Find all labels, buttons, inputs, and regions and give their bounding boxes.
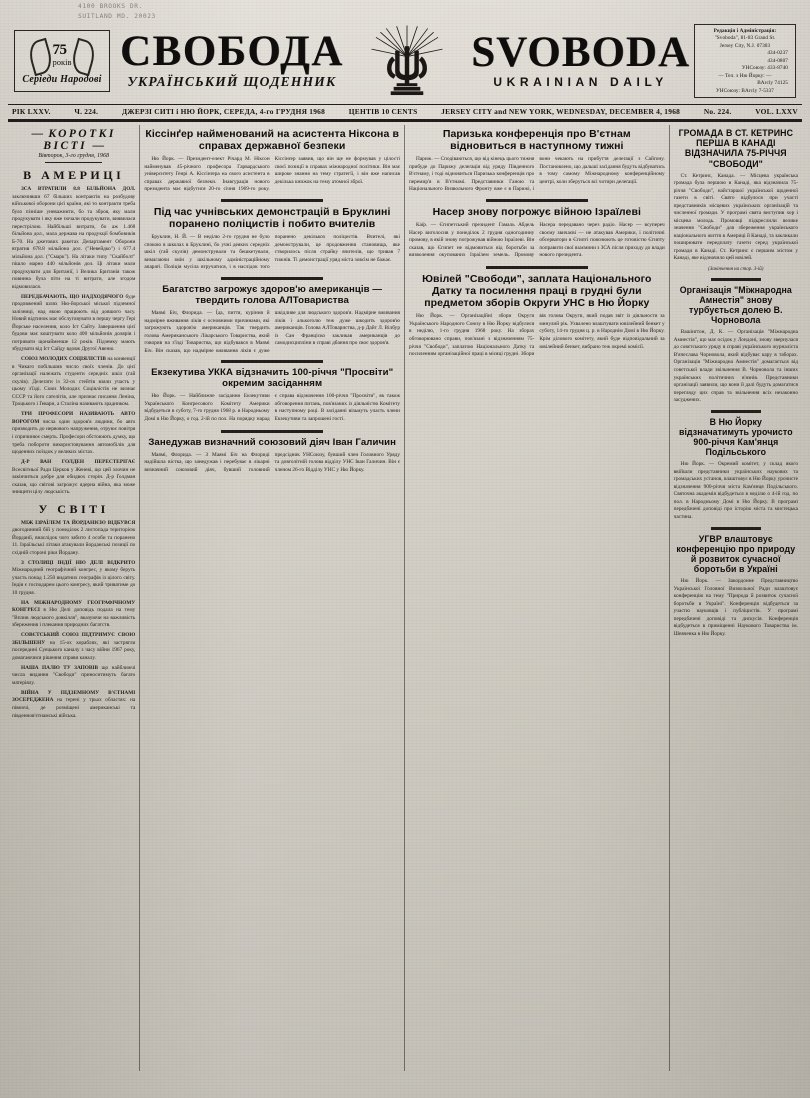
news-item-text: Всесвітньої Ради Церков у Женеві, що цей злочин не закінчиться добре для обидвох сторін. Д-р Ґолдман сказав, що світові загрожує ядерна війна, яка може знищити цілу людськість. (12, 466, 136, 496)
news-item (12, 600, 135, 630)
news-item-text: на конвенції в Чикаго побільшив число своїх членів. До цієї організації належать студенти середніх шкіл (гай скулів). Делеґати із 32-ох стейтів взяли участь у цьому з'їзді. Союз Молодих Соціялістів не визнає СССР та його сателітів, але признає писання Леніна, Троцького і Ґевари, а Сталіна називають зрадником. (12, 356, 136, 408)
seal-years: 75 (52, 41, 67, 58)
column-2-3 (140, 125, 405, 1071)
article-paragraph: Вашінґтон, Д. К. — Організація "Міжнародна Амнестія", що має осідок у Лондоні, знову звернулася до совєтського уряду в справі українського журналіста В'ячеслава Чорновола, який відбуває кару в таборах. Організація "Міжнародна Амнестія" домагається від совєтської влади звільнення В. Чорновола та інших українських політичних в'язнів. Представники організації заявили, що вони й далі будуть домагатися перегляду цих справ та звільнення всіх незаконно засуджених. (673, 329, 798, 404)
headline-uns-district-meeting: Ювілей "Свободи", заплата Національного Датку та посилення праці в грудні були предметом зборів Округи УНС в Ню Йорку (422, 272, 652, 310)
news-item-lead: ВІЙНА У ПІДЗЕМНОМУ В'ЄТНАМІ ЗОСЕРЕДЖЕНА (12, 689, 136, 704)
news-item-text: в Ню Делі доповідь подала на тему "Вплив людського довкілля", вказуючи на важливість збереження і плекання природних багатств. (12, 607, 136, 629)
article-paragraph: Ню Йорк. — Закордонне Представництво Української Головної Визвольної Ради влаштовує конференцію на тему "Природа й розвиток сучасної боротьби в Україні". Конференція відбудеться за участю науковців і публіцистів. У програмі передбачені доповіді та дискусія. Конференція відбудеться в приміщенні Наукового Товариства ім. Шевченка в Ню Йорку. (673, 578, 798, 637)
article-brooklyn-body (144, 234, 400, 272)
short-news-kicker-label: КОРОТКІ ВІСТІ (43, 128, 116, 152)
divider (486, 266, 588, 269)
headline-uhvr-conference: УГВР влаштовує конференцію про природу й розвиток сучасної боротьби в Україні (676, 533, 796, 575)
news-item-lead: НАША ПАЛЮ ТУ ЗАПОВІВ (21, 664, 99, 671)
article-kissinger-body (144, 156, 400, 194)
contact-box (694, 24, 796, 99)
trident-emblem-icon (368, 24, 446, 98)
section-heading-world: У СВІТІ (38, 501, 109, 516)
article-paragraph: Париж. — Сподіваються, що від кінець цього тижня прибуде до Парижу делеґація від уряду Південного В'єтнаму, і тоді відновиться Паризька конференція про перемир'я в В'єтнамі. Представники Ганою та Національного Визвольного Фронту вже є в Парижі, і вони чекають на прибуття делеґації з Сайґону. Постановлено, що дальші засідання будуть відбуватись в тому самому Міжнародному конференційному центрі, коли зберуться всі чотири делеґації. (409, 156, 665, 193)
article-paragraph: Ню Йорк. — Організаційні збори Округи Українського Народного Союзу в Ню Йорку відбулися в неділю, 1-го грудня 1968 року. На зборах обговорювано справи, пов'язані з відзначенням 75-річчя "Свободи", заплатою Національного Датку та посиленням організаційної праці в місяці грудні. Збори вів голова Округи, який подав звіт із діяльности за минулий рік. Ухвалено влаштувати ювілейний бенкет у суботу, 14-го грудня ц. р. в Народнім Домі в Ню Йорку. Крім ділового комітету, який буде відповідальний за ювілейний бенкет, вибрано теж окремі комісії. (409, 313, 665, 358)
seal-years-label: років (52, 56, 72, 67)
news-item-text: двогодинний бій у понеділок 2 листопада територією Йорданії, внаслідок чого забито 4 особи та поранено 11. Ізраїльські літаки атакували йорданські позиції по східній стороні ріки Йордану. (12, 527, 136, 556)
news-item-lead: ПЕРЕДБАЧАЮТЬ, ЩО НАДХОДЯЧОГО (21, 293, 124, 300)
paper-subtitle-uk: УКРАЇНСЬКИЙ ЩОДЕННИК (127, 74, 337, 90)
contact-header: Редакція і Адміністрація: (713, 27, 777, 34)
stamp-line-1: 4100 BROOKS DR. (78, 3, 143, 10)
news-item-text: числа один здоров'я людини, бо авто призводить до нервового напруження, отруює повітря і спричинює смерть. Професори обстоюють думку, що треба побороти використовування автомобілів для щоденних поїздок у великих містах. (12, 418, 136, 456)
headline-kamianets-anniversary: В Ню Йорку відзначатимуть урочисто 900-річчя Кам'янця Подільського (678, 416, 793, 458)
article-paragraph: Маямі, Флорида. — З Маямі Біч на Флориді надійшла вістка, що занедужав і перебуває в лікарні визначний союзовий діяч, бувший головний предсідник УНСоюзу, бувший член Головного Уряду та довголітній голова відділу УНС Іван Галичин. Він є членом 26-го Відділу УНС у Ню Йорку. (144, 451, 400, 473)
article-paragraph: Ню Йорк. — Президент-елект Річард М. Ніксон найменував 45-річного професора Гарвардського університету Генрі А. Кіссінґера на свого асистента в справах державної безпеки. Інавґурація нового президента має відбутися 20-го січня 1969-го року. Кіссінґер заявив, що він ще не формував у цілості своєї позиції в справах міжнародної політики. Він має широке знання на тему стратегії, і він вже написав декілька книжок на тему атомної зброї. (144, 156, 400, 193)
stamp-line-2: SUITLAND MD. 20023 (78, 12, 156, 20)
short-news-kicker: — КОРОТКІ ВІСТІ — (31, 128, 116, 152)
nameplate (116, 24, 694, 98)
article-kamianets-body (674, 461, 798, 521)
short-news-america-body (12, 186, 135, 497)
news-item (12, 632, 135, 662)
column-4-5 (405, 125, 670, 1071)
news-item-text: заключивши 67 більших контрактів на розбудову військової оборони цієї країни, які то контракти треба було пізніше уневажнити, бо та зброя, яку мали продукувати і яку вже почали продукувати, виявилася перестрілою. Найбільші витрати, бо аж 1.468 більйона дол., мала держава на продукції бомбовиків Б-70. На джетових ракетах Департамент Оборони втратив 678.8 мільйона дол. ("Невейдко") і 677.4 мільйона дол. ("Смарк"). На літаки типу "Скайболт" пішло марно 440 мільйонів дол. Ці літаки мали продукувати для Британії, і Велика Британія також повинна була піти на ті витрати, але згодом відмовилася. (12, 193, 136, 290)
divider (711, 278, 761, 281)
dateline-bar (8, 104, 802, 122)
article-columns (8, 125, 802, 1071)
paper-subtitle-en: UKRAINIAN DAILY (493, 75, 668, 90)
seal-slogan: Серіеди Народові (22, 73, 102, 85)
article-st-catharines-body (674, 173, 798, 273)
news-item (12, 356, 135, 409)
short-news-date: Вівторок, 3-го грудня, 1968 (38, 153, 109, 159)
article-uns-body (409, 313, 665, 358)
wreath-icon (27, 38, 97, 72)
divider (486, 199, 588, 202)
news-item (12, 520, 135, 558)
nameplate-ukrainian (120, 27, 344, 91)
news-item (12, 560, 135, 598)
news-item-text: що найближчі числа видання "Свободи" приноситимуть багато матеріялу. (12, 664, 136, 686)
contact-ny-unsoyuz-phone: УНСоюзу: BArcly 7-5337 (715, 87, 775, 94)
contact-address-2: Jersey City, N.J. 07303 (719, 42, 771, 49)
column-6 (670, 125, 802, 1071)
volume-en: VOL. LXXV (755, 107, 798, 116)
anniversary-seal (14, 30, 110, 92)
short-news-world-body (12, 520, 135, 720)
news-item-text: на 15-ох кораблях, які застрягли посередині Суецького каналу з часу війни 1967 року, домагаючися рішення справи каналу. (12, 639, 136, 661)
news-item-lead: Д-Р ВАН ГОЛДЕН ПЕРЕСТЕРІГАЄ (21, 459, 136, 466)
place-date-uk: ДЖЕРЗІ СИТІ і НЮ ЙОРК, СЕРЕДА, 4-го ГРУДНЯ 1968 (121, 107, 326, 116)
article-paris-body (409, 156, 665, 194)
article-uhvr-body (674, 578, 798, 638)
article-paragraph: Ню Йорк. — Найближче засідання Екзекутиви Українського Конґресового Комітету Америки відбудеться в суботу, 7-го грудня 1968 р. в Народньому Домі в Ню Йорку, о год. 2-ій по пол. На порядку нарад є справа відзначення 100-річчя "Просвіти", як також обговорення питань, пов'язаних із діяльністю Комітету в наступному році. В засіданні візьмуть участь члени Екзекутиви та запрошені гості. (144, 393, 400, 422)
divider (221, 199, 323, 202)
divider (221, 430, 323, 433)
article-ama-body (144, 310, 400, 355)
headline-paris-vietnam: Паризька конференція про В'єтнам відновиться в наступному тижні (442, 128, 631, 153)
issue-number-uk: Ч. 224. (74, 107, 99, 116)
news-item (12, 294, 135, 354)
continued-note: (Закінчення на стор. 3-ій) (708, 266, 764, 272)
news-item-lead: СОЮЗ МОЛОДИХ СОЦІЯЛІСТІВ (21, 356, 106, 363)
article-paragraph: Ню Йорк. — Окремий комітет, у склад якого ввійшли представники українських наукових та громадських установ, влаштовує в Ню Йорку урочисте відзначення 900-річчя міста Кам'янця Подільського. Святочна академія відбудеться в неділю о 4-ій год. по пол. в Народньому Домі в Ню Йорку. В програмі передбачені доповіді про історію міста та мистецька частина. (673, 461, 798, 520)
divider (711, 410, 761, 413)
headline-st-catharines: ГРОМАДА В СТ. КЕТРИНС ПЕРША В КАНАДІ ВІДЗНАЧИЛА 75-РІЧЧЯ "СВОБОДИ" (678, 128, 794, 169)
article-paragraph: Маямі Біч, Флорида. — Їда, пиття, куріння й надмірне вживання ліків є основними причинами, які загрожують здоров'ю американців. Так твердить голова Американського Лікарського Товариства, який говорив на з'їзді Товариства, що відбувався в Маямі Біч. Він сказав, що надмірне вживання ліків є дуже шкідливе для людського здоров'я. Надмірне вживання ліків і алькоголю теж дуже шкодить здоров'ю американців. Голова АЛТовариства, д-р Дайт Л. Вілбур із Сан Франціско закликав американців до самодисципліни в справі дбання про своє здоров'я. (144, 310, 400, 354)
news-item-text: буде продовжений шлях Ню-йорської міської підземної залізниці, над якою працюють від довшого часу. Новий відтинок має обслуговувати в першу чергу Гері Йорське населення, коло Іст Сайту. Завершення цієї будови має коштувати коло 400 мільйонів долярів і потривати щонайменше 12 років. Підземку мають збудувати від Іст Сайду вдовж Другої Авеню. (12, 293, 136, 353)
article-paragraph: Каїр. — Єгипетський президент Гамаль Абдель Насер виголосив у понеділок 2 грудня одногодинну промову, в якій знову погрожував війною Ізраїлеві. Він сказав, що Єгипет не відмовиться від боротьби за визволення окупованих Ізраїлем земель. Промову Насера передавано через радіо. Насер — всупереч своєму звичаєві — не атакував Америки, і політичні обсерватори в Єгипті пояснюють це готовістю Єгипту поправити свої взаємини з ЗСА після приходу до влади нового президента. (409, 222, 665, 259)
nameplate-english (471, 28, 690, 90)
paper-title-uk: СВОБОДА (120, 27, 344, 75)
divider (45, 162, 102, 163)
contact-ny-phone: BArcly 74125 (757, 80, 788, 87)
issue-number-en: No. 224. (703, 107, 732, 116)
column-1 (8, 125, 140, 1071)
news-item (12, 186, 135, 291)
divider (711, 527, 761, 530)
news-item-lead: НА МІЖНАРОДНОМУ ГЕОГРАФІЧНОМУ КОНГРЕСІ (12, 599, 136, 614)
headline-ama-health: Багатство загрожує здоров'ю американців — твердить голова АЛТовариства (162, 283, 383, 306)
contact-ny-label: — Тел. з Ню Йорку: — (718, 72, 772, 79)
contact-phone-1: 434-0237 (767, 50, 788, 57)
price-label: ЦЕНТІВ 10 CENTS (348, 107, 418, 116)
contact-phone-2: 434-0807 (767, 57, 788, 64)
contact-unsoyuz-phone: УНСоюзу: 433-8740 (741, 65, 788, 72)
headline-amnesty-chornovil: Організація "Міжнародна Амнестія" знову турбується долею В. Чорновола (679, 284, 792, 326)
section-heading-america: В АМЕРИЦІ (23, 168, 125, 182)
headline-nasser: Насер знову погрожує війною Ізраїлеві (432, 205, 642, 218)
article-nasser-body (409, 222, 665, 261)
news-item-lead: СОВЄТСЬКИЙ СОЮЗ ПІДТРИМУЄ СВОЮ ЗБІЛЬШЕНУ (12, 632, 136, 646)
divider (221, 277, 323, 280)
news-item-text: на терені у трьох областях: на півночі, де розміщені американські та південнов'єтнамські війська. (12, 697, 136, 719)
news-item-text: Міжнародний географічний конгрес, у якому беруть участь понад 1.250 видатних географів із цілого світу. Індія є господарем цього конгресу, який триватиме до 10 грудня. (12, 567, 136, 596)
headline-brooklyn-protests: Під час учнівських демонстрацій в Бруклині поранено поліцистів і побито вчителів (153, 205, 391, 231)
place-date-en: JERSEY CITY and NEW YORK, WEDNESDAY, DECEMBER 4, 1968 (441, 107, 681, 116)
news-item (12, 411, 135, 456)
news-item (12, 665, 135, 688)
news-item-lead: ТРИ ПРОФЕСОРИ НАЗИВАЮТЬ АВТО ВОРОГОМ (12, 411, 136, 425)
news-item (12, 690, 135, 720)
article-halychyn-body (144, 452, 400, 476)
news-item-lead: ЗСА ВТРАТИЛИ 8.8 БІЛЬЙОНА ДОЛ. (21, 186, 136, 192)
article-amnesty-body (674, 329, 798, 404)
volume-uk: РІК LXXV. (12, 107, 51, 116)
article-paragraph: Бруклин, Н. Й. — В неділю 2-го грудня не було спокою в школах в Бруклині, бо учні деяких середніх шкіл (гай скулів) демонстрували та бешкетували, вимагаючи змін у шкільному адміністраційному апараті. Поліція мусіла втручатися, і в наслідок того поранено декількох поліцистів. Вчителі, які демонстрували, це продовження становища, яке створилось після страйку вчителів, що тривав 7 тижнів. Ті демонстрації уряд міста зовсім не бажає. (144, 234, 400, 271)
headline-halychyn: Занедужав визначний союзовий діяч Іван Галичин (148, 436, 397, 448)
headline-ukka-prosvita: Екзекутива УККА відзначить 100-річчя "Просвіти" окремим засіданням (151, 367, 394, 390)
divider (221, 360, 323, 363)
news-item-lead: МІЖ ІЗРАЇЛЕМ ТА ЙОРДАНІЄЮ ВІДБУВСЯ (21, 519, 136, 526)
article-paragraph: Ст. Кетринс, Канада. — Місцева українська громада була першою в Канаді, яка відзначила 75-річчя "Свободи", найстаршої української щоденної газети в світі. Свято відбулося при участі представників місцевих українських організацій та численної громади. У програмі свята виступив хор і місцева молодь. Промовці підкреслили велике значення "Свободи" для збереження українського національного життя в Америці й Канаді, та закликали поширювати передплату газети серед української громади в Канаді. Ст. Кетринс є першим містом у Канаді, яке відзначило цей ювілей. (673, 172, 798, 262)
article-ukka-body (144, 393, 400, 424)
news-item (12, 459, 135, 497)
headline-kissinger: Кіссінґер найменований на асистента Ніксона в справах державної безпеки (145, 128, 399, 153)
news-item-lead: З СТОЛИЦІ ІНДІЇ НЮ ДЕЛІ ВІДКРИТО (21, 559, 136, 566)
contact-address-1: "Svoboda", 81-83 Grand St. (714, 35, 776, 42)
masthead (8, 0, 802, 104)
paper-title-en: SVOBODA (471, 28, 690, 76)
